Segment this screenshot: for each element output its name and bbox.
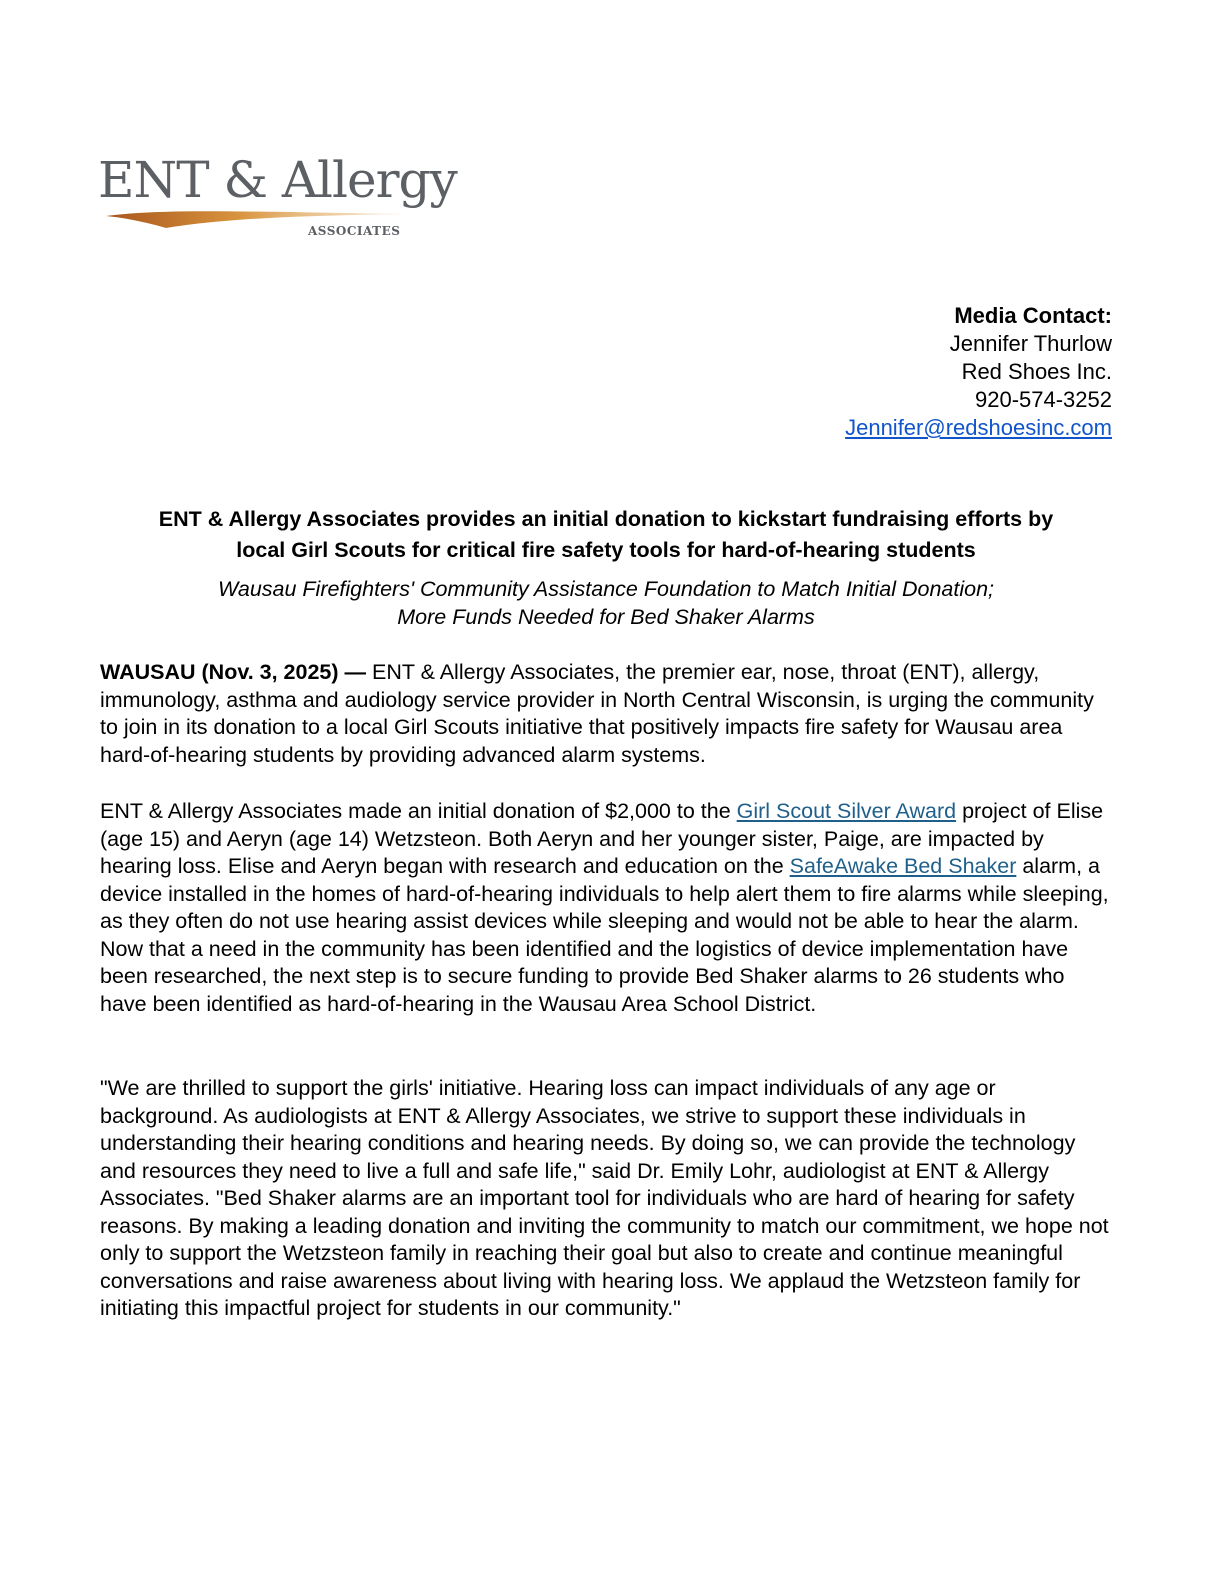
press-release-subheadline: [100, 575, 1112, 631]
body-paragraph-1: [100, 659, 1112, 769]
safeawake-bed-shaker-link[interactable]: SafeAwake Bed Shaker: [789, 854, 1017, 878]
company-logo: [98, 150, 468, 245]
headline-line-2: local Girl Scouts for critical fire safety tools for hard-of-hearing students: [236, 538, 976, 562]
headline-line-1: ENT & Allergy Associates provides an initial donation to kickstart fundraising efforts by: [158, 507, 1054, 531]
logo-subtitle: ASSOCIATES: [308, 224, 401, 238]
subheadline-line-1: Wausau Firefighters' Community Assistance Foundation to Match Initial Donation;: [217, 577, 995, 601]
girl-scout-silver-award-link[interactable]: Girl Scout Silver Award: [736, 799, 957, 823]
body-paragraph-2: [100, 798, 1112, 1018]
paragraph-1-text: ENT & Allergy Associates, the premier ear, nose, throat (ENT), allergy, immunology, asthma and audiology service provider in North Central Wisconsin, is urging the community to join in its donation to a local Girl Scouts initiative that positively impacts fire safety for Wausau area hard-of-hearing students by providing advanced alarm systems.: [100, 660, 1094, 767]
media-contact-label: Media Contact:: [954, 303, 1112, 328]
media-contact-block: [845, 302, 1112, 442]
subheadline-line-2: More Funds Needed for Bed Shaker Alarms: [397, 605, 815, 629]
press-release-headline: [100, 504, 1112, 566]
logo-wordmark: ENT & Allergy: [98, 151, 457, 209]
dateline: WAUSAU (Nov. 3, 2025) —: [100, 660, 367, 684]
contact-phone: 920-574-3252: [974, 387, 1112, 412]
paragraph-2-text-a: ENT & Allergy Associates made an initial donation of $2,000 to the: [100, 799, 737, 823]
contact-name: Jennifer Thurlow: [949, 331, 1112, 356]
body-paragraph-3-quote: "We are thrilled to support the girls' initiative. Hearing loss can impact individuals of any age or background. As audiologists at ENT & Allergy Associates, we strive to support these individuals in understanding their hearing conditions and hearing needs. By doing so, we can provide the technology and resources they need to live a full and safe life," said Dr. Emily Lohr, audiologist at ENT & Allergy Associates. "Bed Shaker alarms are an important tool for individuals who are hard of hearing for safety reasons. By making a leading donation and inviting the community to match our commitment, we hope not only to support the Wetzsteon family in reaching their goal but also to create and continue meaningful conversations and raise awareness about living with hearing loss. We applaud the Wetzsteon family for initiating this impactful project for students in our community.": [100, 1076, 1109, 1320]
contact-company: Red Shoes Inc.: [961, 359, 1112, 384]
paragraph-2-text-b: project of Elise (age 15) and Aeryn (age 14) Wetzsteon. Both Aeryn and her younger sister, Paige, are impacted by hearing loss. Elise and Aeryn began with research and education on the: [100, 799, 1104, 878]
paragraph-2-text-c: alarm, a device installed in the homes of hard-of-hearing individuals to help alert them to fire alarms while sleeping, as they often do not use hearing assist devices while sleeping and would not be able to hear the alarm. Now that a need in the community has been identified and the logistics of device implementation have been researched, the next step is to secure funding to provide Bed Shaker alarms to 26 students who have been identified as hard-of-hearing in the Wausau Area School District.: [100, 854, 1109, 1016]
contact-email-link[interactable]: Jennifer@redshoesinc.com: [845, 415, 1112, 440]
